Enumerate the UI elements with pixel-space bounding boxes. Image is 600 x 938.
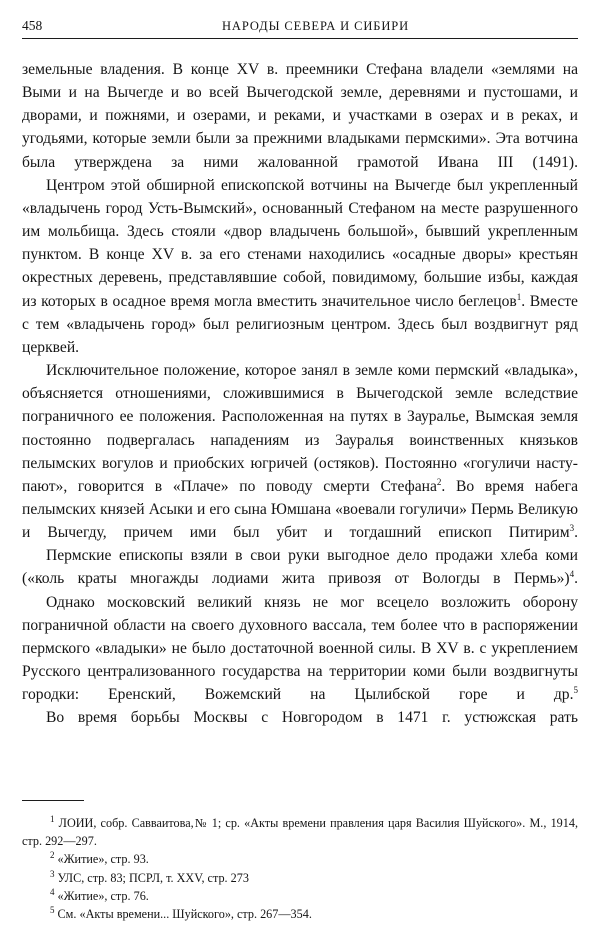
- footnote-ref-4[interactable]: 4: [569, 569, 575, 580]
- footnote-ref-3[interactable]: 3: [569, 522, 575, 533]
- paragraph-2-text: Центром этой обширной епископской вотчины на Вычегде был укрепленный «владычень город Усть-Вымский», основанный Стефаном на месте разрушенного им мольбища. Здесь стояли «двор владычень большой», бывший укрепленным пунктом. В конце XV в. за его стенами находились «осадные дворы» крестьян окрестных деревень, представлявшие собой, повидимому, большие избы, каждая из которых в осадное время могла вместить значительное число беглецов: [22, 176, 578, 310]
- paragraph-5-text: Однако московский великий князь не мог всецело возложить оборону пограничной области на своего духовного вассала, тем более что в распоряжении пермского «владыки» не было достаточной военной силы. В XV в. с укреплением Русского централизованного государства на территории коми были воздвигнуты городки: Еренский, Вожемский на Цылибской горе и др.: [22, 593, 578, 704]
- footnote-1-text: ЛОИИ, собр. Савваитова,№ 1; ср. «Акты времени правления царя Василия Шуйского». М., 1914, стр. 292—297.: [22, 816, 578, 849]
- footnote-3-number: 3: [50, 868, 55, 879]
- footnote-4-number: 4: [50, 886, 55, 897]
- paragraph-6-text: Во время борьбы Москвы с Новгородом в 1471 г. устюжская рать: [46, 709, 578, 727]
- paragraph-4-tail: .: [574, 570, 578, 588]
- footnote-3: [22, 869, 578, 887]
- footnote-1: [22, 814, 578, 850]
- footnote-5: [22, 905, 578, 923]
- paragraph-2-tail: . Вместе с тем «владычень город» был религиозным центром. Здесь был воздвигнут ряд церквей.: [22, 292, 578, 356]
- running-head: НАРОДЫ СЕВЕРА И СИБИРИ: [222, 19, 410, 33]
- footnote-2: [22, 850, 578, 868]
- paragraph-3-text: Исключительное положение, которое занял в земле коми пермский «владыка», объясняется отношениями, сложившимися в Вычегодской земле вследствие пограничного ее положения. Расположенная на путях в Зауралье, Вымская земля постоянно подвергалась нападениям из Зауралья воинственных князьков пелымских вогулов и приобских югричей (остяков). Постоянно «гогуличи наступают», говорится в «Плаче» по поводу смерти Стефана: [22, 362, 578, 495]
- footnote-ref-5[interactable]: 5: [573, 685, 578, 696]
- paragraph-1: [22, 58, 578, 174]
- paragraph-1-text: земельные владения. В конце XV в. преемники Стефана владели «землями на Выми и на Вычегде и во всей Вычегодской земле, деревнями и пустошами, и дворами, и пожнями, и озерами, и реками, и участками в озерах и в реках, и угодьями, которые земли были за прежними владыками пермскими». Эта вотчина была утверждена за ними жалованной грамотой Ивана III (1491).: [22, 61, 578, 171]
- footnote-5-number: 5: [50, 904, 55, 915]
- footnote-4: [22, 887, 578, 905]
- footnote-2-text: «Житие», стр. 93.: [57, 852, 149, 867]
- footnote-4-text: «Житие», стр. 76.: [57, 888, 149, 903]
- paragraph-3-tail: . Во время набега пелымских князей Асыки и его сына Юмшана «воевали гогуличи» Пермь Великую и Вычегду, причем ими был убит и тогдашний епископ Питирим: [22, 477, 578, 542]
- paragraph-3-tail-2: .: [574, 524, 578, 542]
- footnote-divider: [22, 800, 84, 801]
- paragraph-5: [22, 591, 578, 707]
- footnote-1-number: 1: [50, 813, 55, 824]
- footnote-5-text: См. «Акты времени... Шуйского», стр. 267—354.: [57, 907, 312, 922]
- body-text: [22, 58, 578, 730]
- page-header: [22, 14, 578, 39]
- paragraph-4: [22, 544, 578, 590]
- footnote-2-number: 2: [50, 850, 55, 861]
- footnote-3-text: УЛС, стр. 83; ПСРЛ, т. XXV, стр. 273: [57, 870, 249, 885]
- paragraph-4-text: Пермские епископы взяли в свои руки выгодное дело продажи хлеба коми («коль краты многажды лодиами жита привозя от Вологды в Пермь»): [22, 547, 578, 588]
- paragraph-6: [22, 706, 578, 729]
- page-number: 458: [22, 18, 43, 33]
- footnote-ref-1[interactable]: 1: [516, 291, 522, 302]
- paragraph-2: [22, 174, 578, 359]
- footnote-ref-2[interactable]: 2: [436, 476, 442, 487]
- footnotes: [22, 814, 578, 923]
- paragraph-3: [22, 359, 578, 544]
